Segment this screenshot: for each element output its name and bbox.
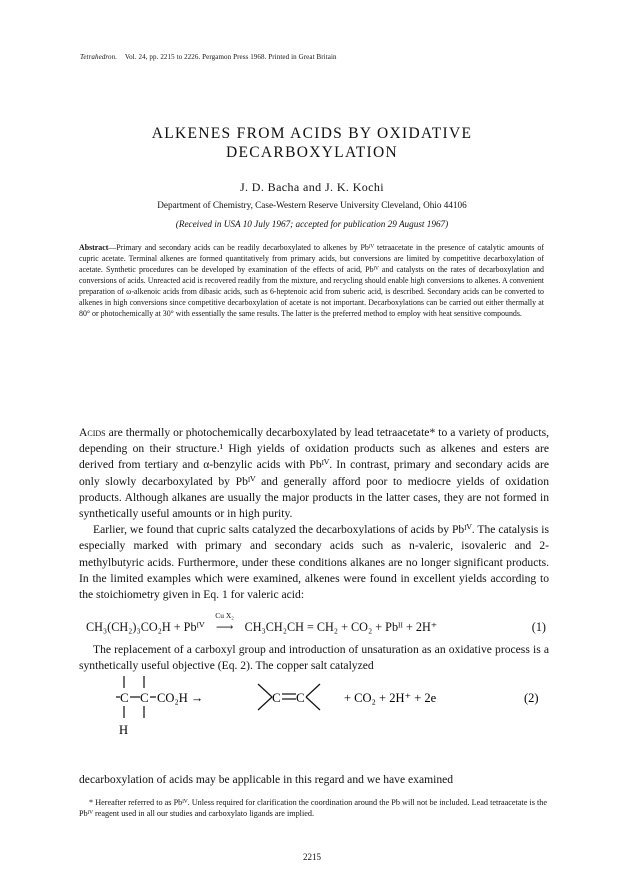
abstract: [79, 242, 544, 319]
paragraph-3-text: The replacement of a carboxyl group and introduction of unsaturation as an oxidative process is a synthetically useful objective (Eq. 2). The copper salt catalyzed: [79, 643, 549, 673]
abstract-label: Abstract: [79, 243, 109, 252]
eq2-carbon-1: C: [120, 690, 129, 705]
eq2-co2h: CO₂H →: [157, 691, 204, 705]
eq2-number: (2): [524, 691, 539, 705]
journal-name: Tetrahedron.: [80, 53, 118, 61]
paragraph-4: decarboxylation of acids may be applicable in this regard and we have examined: [79, 773, 454, 786]
footnote: * Hereafter referred to as Pbᴵⱽ. Unless required for clarification the coordination around the Pb will not be included. Lead tetraacetate is the Pbᴵⱽ reagent used in all our studies and carboxylato ligands are implied.: [79, 798, 547, 819]
received-dates: (Received in USA 10 July 1967; accepted for publication 29 August 1967): [175, 219, 449, 229]
authors: J. D. Bacha and J. K. Kochi: [239, 180, 385, 194]
eq2-hydrogen: H: [119, 723, 129, 737]
eq1-catalyst: Cu X₂: [215, 611, 234, 620]
eq2-alkene-carbon-1: C: [272, 690, 281, 705]
eq2-alkene-carbon-2: C: [296, 690, 305, 705]
page-number: 2215: [303, 852, 321, 862]
paragraph-1-text: are thermally or photochemically decarboxylated by lead tetraacetate* to a variety of products, depending on their structure.¹ High yields of oxidation products such as alkenes and esters are derived from tertiary and α-benzylic acids with Pbᴵⱽ. In contrast, primary and secondary acids are only slowly decarboxylated by Pbᴵⱽ and generally afford poor to mediocre yields of oxidation products. Although alkanes are usually the major products in the latter cases, they are not formed in synthetically useful amounts or in high purity.: [79, 426, 549, 521]
eq2-carbon-2: C: [140, 690, 149, 705]
eq1-arrow: ⟶: [215, 620, 234, 634]
title-line-1: ALKENES FROM ACIDS BY OXIDATIVE: [151, 125, 473, 142]
equation-2: [86, 674, 546, 769]
running-head-details: Vol. 24, pp. 2215 to 2226. Pergamon Press 1968. Printed in Great Britain: [124, 53, 337, 61]
paragraph-3: [79, 642, 549, 674]
lead-word: Acids: [79, 426, 106, 439]
equation-1: [86, 611, 546, 635]
eq1-number: (1): [531, 620, 546, 634]
introduction-paragraph: [79, 425, 549, 603]
eq2-structure: [86, 674, 546, 769]
title-line-2: DECARBOXYLATION: [226, 144, 398, 161]
affiliation: Department of Chemistry, Case-Western Reserve University Cleveland, Ohio 44106: [157, 200, 467, 210]
paper-title: [0, 124, 624, 162]
eq2-products: + CO₂ + 2H⁺ + 2e: [344, 691, 437, 705]
running-head: [80, 53, 337, 61]
abstract-text: —Primary and secondary acids can be readily decarboxylated to alkenes by Pbᴵⱽ tetraacetate in the presence of catalytic amounts of cupric acetate. Terminal alkenes are formed quantitatively from primary acids, but conversions are limited by competitive decarboxylation of acetate. Synthetic procedures can be developed by examination of the effects of acid, Pbᴵⱽ and catalysts on the rates of decarboxylation and conversions of acids. Unreacted acid is recovered readily from the mixture, and recycling should enable high conversions to alkenes. A convenient preparation of ω-alkenoic acids from dibasic acids, such as 6-heptenoic acid from suberic acid, is described. Secondary acids can be converted to alkenes in high conversions since competitive decarboxylation of acetate is not important. Decarboxylations can be carried out either thermally at 80° or photochemically at 30° with essentially the same results. The latter is the preferred method to employ with heat sensitive compounds.: [79, 243, 544, 318]
eq1-lhs: CH₃(CH₂)₃CO₂H + Pbᴵⱽ: [86, 620, 205, 634]
paragraph-2-text: Earlier, we found that cupric salts catalyzed the decarboxylations of acids by Pbᴵⱽ. The catalysis is especially marked with primary and secondary acids such as n-valeric, isovaleric and 2-methylbutyric acids. Furthermore, under these conditions alkanes are no longer significant products. In the limited examples which were examined, alkenes were found in excellent yields according to the stoichiometry given in Eq. 1 for valeric acid:: [79, 523, 549, 602]
eq1-rhs: CH₃CH₂CH = CH₂ + CO₂ + Pbᴵᴵ + 2H⁺: [244, 620, 438, 634]
